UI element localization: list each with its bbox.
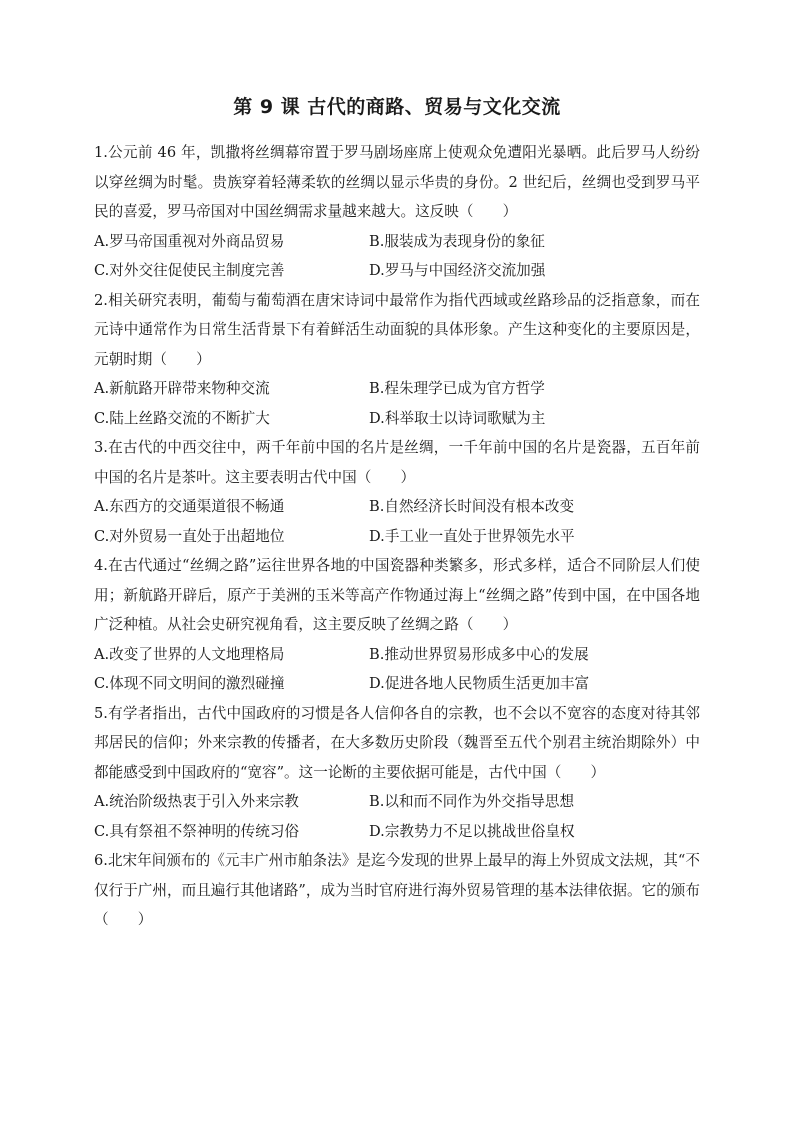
option-c[interactable]: C.对外交往促使民主制度完善 xyxy=(94,262,285,279)
page-title: 第 9 课 古代的商路、贸易与文化交流 xyxy=(233,96,561,118)
option-a[interactable]: A.东西方的交通渠道很不畅通 xyxy=(94,498,285,515)
option-c[interactable]: C.对外贸易一直处于出超地位 xyxy=(94,527,285,545)
question-stem: 5.有学者指出，古代中国政府的习惯是各人信仰各自的宗教，也不会以不宽容的态度对待其邻邦居民的信仰；外来宗教的传播者，在大多数历史阶段（魏晋至五代个别君主统治期除外）中都能感受到中国政府的“宽容”。这一论断的主要依据可能是，古代中国（ ） xyxy=(94,704,700,781)
question-stem: 2.相关研究表明，葡萄与葡萄酒在唐宋诗词中最常作为指代西域或丝路珍品的泛指意象，而在元诗中通常作为日常生活背景下有着鲜活生动面貌的具体形象。产生这种变化的主要原因是，元朝时期（ ） xyxy=(94,291,700,368)
option-b[interactable]: B.推动世界贸易形成多中心的发展 xyxy=(369,645,589,663)
question-4 xyxy=(94,551,700,699)
option-d[interactable]: D.罗马与中国经济交流加强 xyxy=(369,262,546,279)
option-b[interactable]: B.以和而不同作为外交指导思想 xyxy=(369,793,575,810)
option-c[interactable]: C.具有祭祖不祭神明的传统习俗 xyxy=(94,822,300,840)
question-5 xyxy=(94,699,700,847)
option-c[interactable]: C.陆上丝路交流的不断扩大 xyxy=(94,409,270,427)
option-d[interactable]: D.手工业一直处于世界领先水平 xyxy=(369,527,575,545)
question-2 xyxy=(94,286,700,434)
option-b[interactable]: B.程朱理学已成为官方哲学 xyxy=(369,380,545,397)
option-a[interactable]: A.改变了世界的人文地理格局 xyxy=(94,645,285,663)
answer-options xyxy=(94,787,700,846)
answer-options xyxy=(94,374,700,433)
option-d[interactable]: D.促进各地人民物质生活更加丰富 xyxy=(369,675,590,692)
answer-options xyxy=(94,640,700,699)
option-b[interactable]: B.自然经济长时间没有根本改变 xyxy=(369,498,575,515)
question-1 xyxy=(94,138,700,286)
answer-options xyxy=(94,492,700,551)
document-page xyxy=(94,92,700,935)
option-c[interactable]: C.体现不同文明间的激烈碰撞 xyxy=(94,675,285,692)
option-a[interactable]: A.统治阶级热衷于引入外来宗教 xyxy=(94,793,299,810)
answer-options xyxy=(94,227,700,286)
question-stem: 3.在古代的中西交往中，两千年前中国的名片是丝绸，一千年前中国的名片是瓷器，五百年前中国的名片是茶叶。这主要表明古代中国（ ） xyxy=(94,439,700,486)
option-d[interactable]: D.科举取士以诗词歌赋为主 xyxy=(369,409,546,427)
option-a[interactable]: A.罗马帝国重视对外商品贸易 xyxy=(94,232,285,250)
question-6 xyxy=(94,846,700,935)
question-3 xyxy=(94,433,700,551)
question-stem: 6.北宋年间颁布的《元丰广州市舶条法》是迄今发现的世界上最早的海上外贸成文法规，其“不仅行于广州，而且遍行其他诸路”，成为当时官府进行海外贸易管理的基本法律依据。它的颁布（ ） xyxy=(94,852,700,928)
option-a[interactable]: A.新航路开辟带来物种交流 xyxy=(94,380,270,397)
question-stem: 4.在古代通过“丝绸之路”运往世界各地的中国瓷器种类繁多，形式多样，适合不同阶层人们使用；新航路开辟后，原产于美洲的玉米等高产作物通过海上“丝绸之路”传到中国，在中国各地广泛种植。从社会史研究视角看，这主要反映了丝绸之路（ ） xyxy=(94,557,700,633)
option-d[interactable]: D.宗教势力不足以挑战世俗皇权 xyxy=(369,822,575,840)
question-stem: 1.公元前 46 年，凯撒将丝绸幕帘置于罗马剧场座席上使观众免遭阳光暴晒。此后罗马人纷纷以穿丝绸为时髦。贵族穿着轻薄柔软的丝绸以显示华贵的身份。2 世纪后，丝绸也受到罗马平民的喜爱，罗马帝国对中国丝绸需求量越来越大。这反映（ ） xyxy=(94,144,700,220)
option-b[interactable]: B.服装成为表现身份的象征 xyxy=(369,232,545,250)
